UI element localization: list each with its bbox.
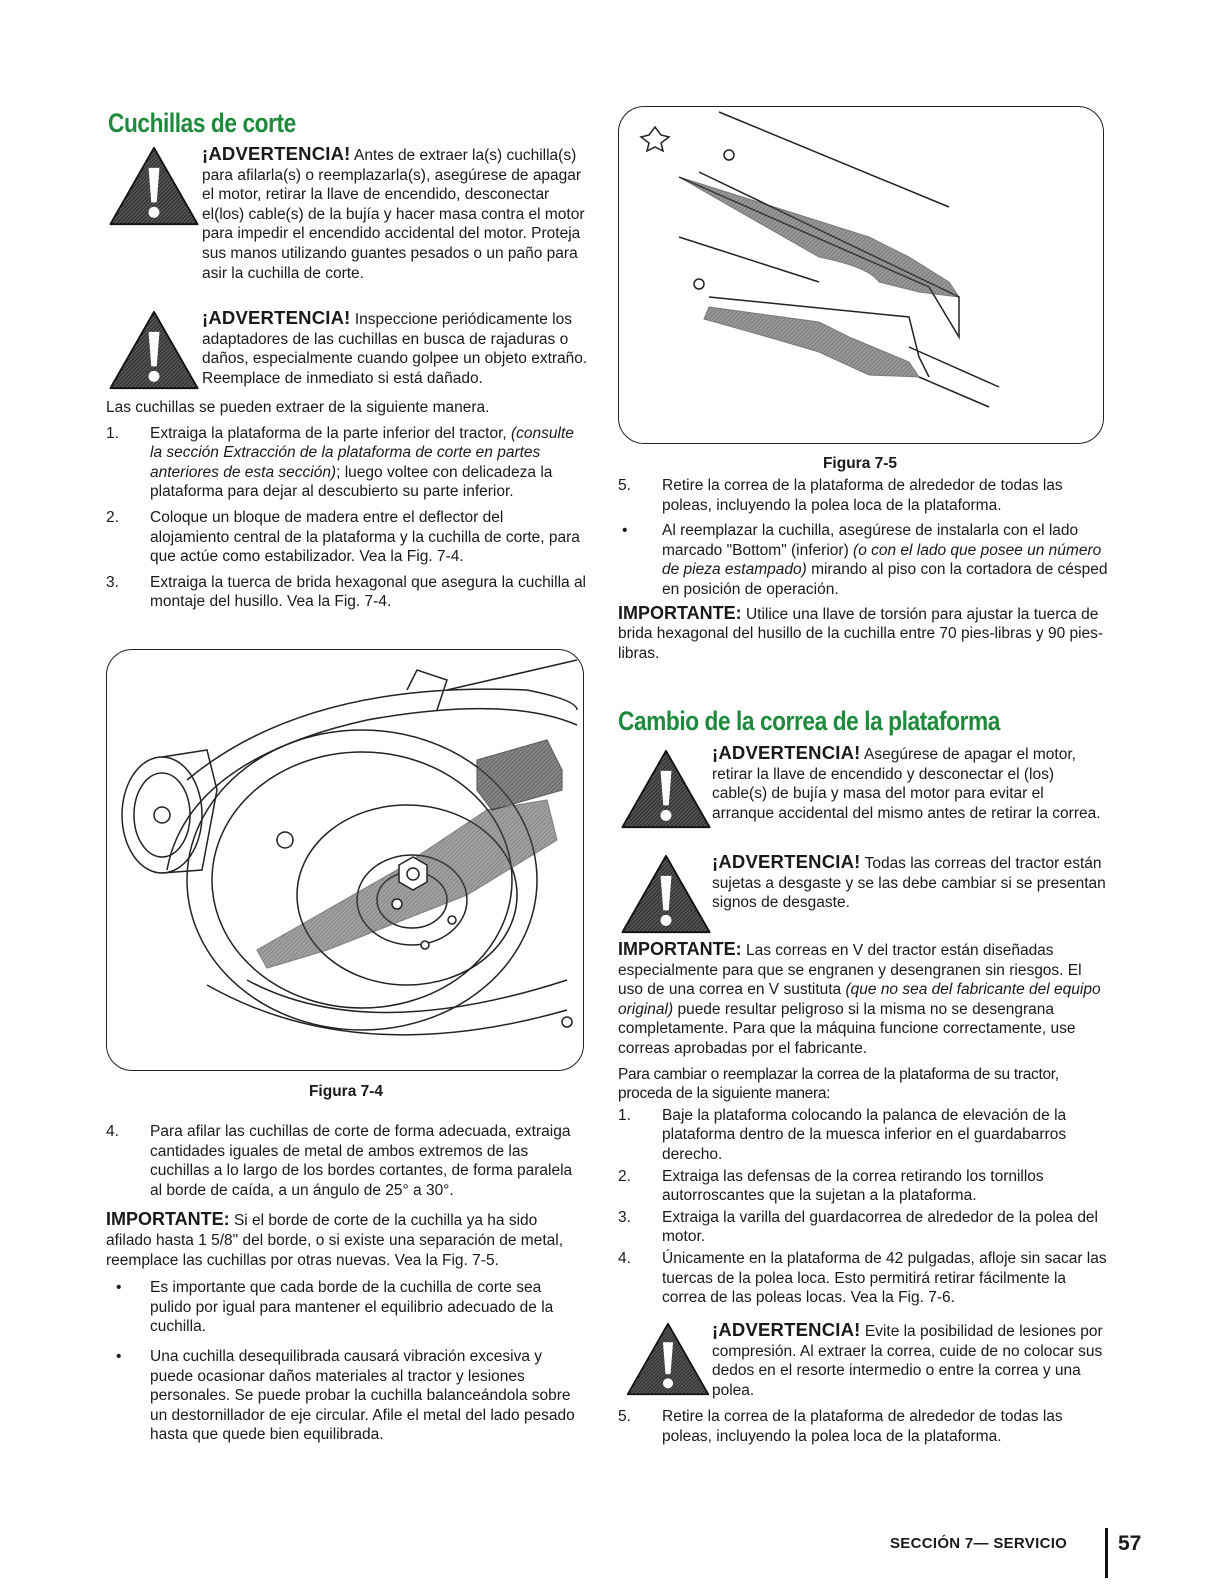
list-item	[106, 508, 586, 567]
warning-text-3	[712, 743, 1107, 823]
list-item	[618, 1106, 1108, 1165]
warning-body: Inspeccione periódicamente los adaptadores de las cuchillas en busca de rajaduras o daños, especialmente cuando golpee un objeto extraño. Reemplace de inmediato si está dañado.	[202, 311, 588, 387]
belt-block	[618, 940, 1108, 1308]
list-item	[618, 476, 1108, 515]
intro-text: Para cambiar o reemplazar la correa de la plataforma de su tractor, proceda de la siguiente manera:	[618, 1065, 1059, 1103]
item-text: Al reemplazar la cuchilla, asegúrese de instalarla con el lado marcado "Bottom" (inferior)	[662, 522, 1079, 559]
item-number: 1.	[618, 1106, 631, 1124]
warning-label: ¡ADVERTENCIA!	[712, 851, 861, 872]
item-italic: (consulte la sección Extracción de la plataforma de corte en partes anteriores de esta sección)	[150, 424, 574, 481]
item-text: Baje la plataforma colocando la palanca de elevación de la plataforma dentro de la muesca inferior en el guardabarros derecho.	[662, 1106, 1067, 1163]
item-text: Extraiga la plataforma de la parte inferior del tractor,	[150, 424, 511, 442]
warning-body: Antes de extraer la(s) cuchilla(s) para afilarla(s) o reemplazarla(s), asegúrese de apagar el motor, retirar la llave de encendido, desconectar el(los) cable(s) de la bujía y hacer masa contra el motor para impedir el encendido accidental del motor. Proteja sus manos utilizando guantes pesados o un paño para asir la cuchilla de corte.	[202, 147, 585, 282]
warning-label: ¡ADVERTENCIA!	[202, 307, 351, 328]
item-text: mirando al piso con la cortadora de césped en posición de operación.	[662, 561, 1108, 598]
item-text: Retire la correa de la plataforma de alrededor de todas las poleas, incluyendo la polea loca de la plataforma.	[662, 1408, 1063, 1445]
list-item	[106, 1278, 586, 1337]
warning-text-5	[712, 1320, 1107, 1400]
figure-7-5-caption: Figura 7-5	[822, 455, 898, 472]
list-item	[618, 1249, 1108, 1308]
item-number: 3.	[618, 1208, 631, 1226]
warning-text-2	[202, 308, 592, 388]
section-heading-blades: Cuchillas de corte	[108, 108, 296, 138]
warning-triangle-icon	[108, 310, 200, 390]
item-text: Únicamente en la plataforma de 42 pulgadas, afloje sin sacar las tuercas de la polea loca. Esto permitirá retirar fácilmente la correa de las poleas locas. Vea la Fig. 7-6.	[662, 1249, 1107, 1307]
item-number: 4.	[618, 1249, 631, 1267]
important-note	[106, 1210, 586, 1270]
warning-block-4	[618, 852, 1108, 936]
list-item	[106, 573, 586, 612]
important-label: IMPORTANTE:	[618, 939, 742, 959]
important-text: Utilice una llave de torsión para ajustar la tuerca de brida hexagonal del husillo de la cuchilla entre 70 pies-libras y 90 pies-libras.	[618, 605, 1104, 662]
item-text: Para afilar las cuchillas de corte de forma adecuada, extraiga cantidades iguales de metal de ambos extremos de las cuchillas a lo largo de los bordes cortantes, de forma paralela al borde de caída, a un ángulo de 25° a 30°.	[150, 1123, 573, 1199]
warning-label: ¡ADVERTENCIA!	[712, 1319, 861, 1340]
list-item	[106, 424, 586, 502]
item-text: Es importante que cada borde de la cuchilla de corte sea pulido por igual para mantener el equilibrio adecuado de la cuchilla.	[150, 1279, 554, 1336]
mower-deck-drawing	[107, 650, 583, 1070]
warning-triangle-icon	[108, 146, 200, 226]
final-step-block	[618, 1407, 1108, 1446]
section-heading-belt: Cambio de la correa de la plataforma	[618, 706, 1000, 736]
item-text: Retire la correa de la plataforma de alrededor de todas las poleas, incluyendo la polea loca de la plataforma.	[662, 477, 1063, 514]
warning-text-4	[712, 852, 1107, 913]
warning-body: Todas las correas del tractor están sujetas a desgaste y se las debe cambiar si se presentan signos de desgaste.	[712, 855, 1106, 912]
important-italic: (que no sea del fabricante del equipo original)	[618, 981, 1101, 1018]
warning-block-5	[618, 1320, 1108, 1404]
warning-label: ¡ADVERTENCIA!	[712, 742, 861, 763]
list-item	[618, 1407, 1108, 1446]
important-note	[618, 940, 1108, 1059]
warning-label: ¡ADVERTENCIA!	[202, 143, 351, 164]
warning-block-3	[618, 743, 1108, 847]
item-number: 2.	[618, 1167, 631, 1185]
important-label: IMPORTANTE:	[106, 1209, 230, 1230]
important-text: puede resultar peligroso si la misma no se desengrana completamente. Para que la máquina funcione correctamente, use correas aprobadas por el fabricante.	[618, 1000, 1076, 1057]
important-label: IMPORTANTE:	[618, 602, 742, 623]
item-number: 3.	[106, 573, 119, 591]
important-text: Las correas en V del tractor están diseñadas especialmente para que se engranen y desengranen sin riesgos. El uso de una correa en V sustituta	[618, 942, 1082, 999]
important-note	[618, 604, 1108, 664]
item-italic: (o con el lado que posee un número de pieza estampado)	[662, 541, 1102, 579]
bullet: •	[116, 1347, 122, 1365]
item-text: Extraiga las defensas de la correa retirando los tornillos autorroscantes que la sujetan a la plataforma.	[662, 1167, 1044, 1205]
list-item	[618, 1208, 1108, 1247]
item-text: Extraiga la varilla del guardacorrea de alrededor de la polea del motor.	[662, 1208, 1098, 1246]
warning-triangle-icon	[620, 749, 712, 829]
item-text: ; luego voltee con delicadeza la plataforma para dejar al descubierto su parte inferior.	[150, 463, 553, 501]
sharpen-block	[106, 1122, 586, 1445]
footer-divider	[1105, 1528, 1108, 1578]
warning-body: Asegúrese de apagar el motor, retirar la llave de encendido y desconectar el (los) cable(s) de bujía y masa del motor para evitar el arranque accidental del mismo antes de retirar la correa.	[712, 746, 1101, 822]
list-item	[618, 521, 1108, 599]
warning-block-1	[106, 144, 586, 304]
steps-block	[106, 398, 586, 612]
blade-drawing	[619, 107, 1103, 443]
list-item	[106, 1347, 586, 1445]
list-item	[618, 1167, 1108, 1206]
item-number: 5.	[618, 477, 631, 494]
warning-triangle-icon	[626, 1322, 710, 1396]
figure-7-4-caption: Figura 7-4	[308, 1083, 384, 1100]
item-number: 4.	[106, 1123, 119, 1140]
footer-section-title: SECCIÓN 7— SERVICIO	[890, 1535, 1068, 1552]
figure-7-4-illustration	[106, 649, 584, 1071]
important-text: Si el borde de corte de la cuchilla ya ha sido afilado hasta 1 5/8" del borde, o si existe una separación de metal, reemplace las cuchillas por otras nuevas. Vea la Fig. 7-5.	[106, 1212, 564, 1269]
item-number: 5.	[618, 1408, 631, 1425]
item-text: Extraiga la tuerca de brida hexagonal que asegura la cuchilla al montaje del husillo. Vea la Fig. 7-4.	[150, 573, 587, 611]
intro-text: Las cuchillas se pueden extraer de la siguiente manera.	[106, 399, 490, 416]
bullet: •	[622, 522, 628, 540]
bullet: •	[116, 1279, 122, 1297]
item-text: Una cuchilla desequilibrada causará vibración excesiva y puede ocasionar daños materiales al tractor y lesiones personales. Se puede probar la cuchilla balanceándola sobre un destornillador de eje circular. Afile el metal del lado pesado hasta que quede bien equilibrada.	[150, 1347, 575, 1444]
warning-triangle-icon	[620, 854, 712, 934]
warning-body: Evite la posibilidad de lesiones por compresión. Al extraer la correa, cuide de no colocar sus dedos en el resorte intermedio o entre la correa y una polea.	[712, 1323, 1103, 1399]
item-number: 1.	[106, 424, 119, 442]
warning-text-1	[202, 144, 587, 283]
page-number: 57	[1118, 1532, 1142, 1555]
balance-block	[618, 476, 1108, 663]
warning-block-2	[106, 308, 586, 392]
item-text: Coloque un bloque de madera entre el deflector del alojamiento central de la plataforma y la cuchilla de corte, para que actúe como estabilizador. Vea la Fig. 7-4.	[150, 508, 580, 566]
figure-7-5-illustration	[618, 106, 1104, 444]
list-item	[106, 1122, 586, 1200]
item-number: 2.	[106, 508, 119, 526]
